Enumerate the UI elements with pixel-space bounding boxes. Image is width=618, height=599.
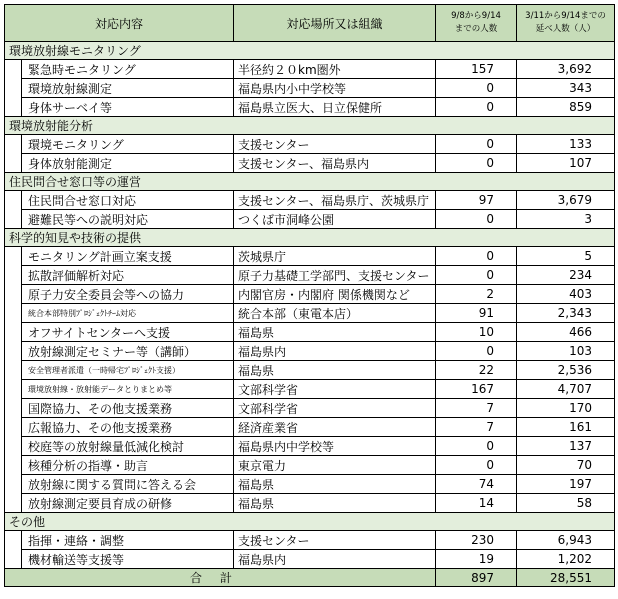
activity-name: 放射線測定要員育成の研修 bbox=[22, 494, 234, 513]
header-row bbox=[5, 5, 615, 42]
indent-cell bbox=[5, 437, 22, 456]
organization: 文部科学省 bbox=[234, 399, 436, 418]
table-row bbox=[5, 475, 615, 494]
organization: 福島県内中学校等 bbox=[234, 437, 436, 456]
header-cumulative bbox=[517, 5, 615, 42]
organization: 半径約２０km圏外 bbox=[234, 60, 436, 79]
organization: 福島県 bbox=[234, 361, 436, 380]
support-activity-table bbox=[4, 4, 615, 587]
indent-cell bbox=[5, 98, 22, 117]
organization: 福島県 bbox=[234, 494, 436, 513]
activity-name: 放射線に関する質問に答える会 bbox=[22, 475, 234, 494]
cumulative-count: 103 bbox=[517, 342, 615, 361]
indent-cell bbox=[5, 380, 22, 399]
table-row bbox=[5, 399, 615, 418]
indent-cell bbox=[5, 60, 22, 79]
activity-name: 機材輸送等支援等 bbox=[22, 550, 234, 569]
table-row bbox=[5, 135, 615, 154]
header-week-line2: までの人数 bbox=[454, 24, 498, 34]
table-row bbox=[5, 285, 615, 304]
indent-cell bbox=[5, 342, 22, 361]
activity-name: 避難民等への説明対応 bbox=[22, 210, 234, 229]
activity-name: 核種分析の指導・助言 bbox=[22, 456, 234, 475]
week-count: 74 bbox=[436, 475, 517, 494]
activity-name: 住民問合せ窓口対応 bbox=[22, 191, 234, 210]
indent-cell bbox=[5, 191, 22, 210]
organization: 内閣官房・内閣府 関係機関など bbox=[234, 285, 436, 304]
organization: 東京電力 bbox=[234, 456, 436, 475]
table-row bbox=[5, 550, 615, 569]
week-count: 0 bbox=[436, 342, 517, 361]
activity-name: 身体放射能測定 bbox=[22, 154, 234, 173]
indent-cell bbox=[5, 154, 22, 173]
activity-name: 緊急時モニタリング bbox=[22, 60, 234, 79]
section-header-row bbox=[5, 173, 615, 191]
table-row bbox=[5, 380, 615, 399]
activity-name: オフサイトセンターへ支援 bbox=[22, 323, 234, 342]
activity-name: 安全管理者派遣（一時帰宅ﾌﾟﾛｼﾞｪｸﾄ支援） bbox=[22, 361, 234, 380]
week-count: 7 bbox=[436, 418, 517, 437]
table-row bbox=[5, 60, 615, 79]
activity-name: 指揮・連絡・調整 bbox=[22, 531, 234, 550]
cumulative-count: 6,943 bbox=[517, 531, 615, 550]
cumulative-count: 70 bbox=[517, 456, 615, 475]
section-header-row bbox=[5, 229, 615, 247]
cumulative-count: 137 bbox=[517, 437, 615, 456]
table-row bbox=[5, 361, 615, 380]
week-count: 0 bbox=[436, 79, 517, 98]
table-row bbox=[5, 531, 615, 550]
table-row bbox=[5, 154, 615, 173]
organization: つくば市洞峰公園 bbox=[234, 210, 436, 229]
table-row bbox=[5, 210, 615, 229]
header-cumulative-line2: 延べ人数（人） bbox=[535, 24, 596, 34]
total-cumulative: 28,551 bbox=[517, 569, 615, 587]
indent-cell bbox=[5, 361, 22, 380]
week-count: 2 bbox=[436, 285, 517, 304]
indent-cell bbox=[5, 210, 22, 229]
activity-name: 統合本部特別ﾌﾟﾛｼﾞｪｸﾄﾁｰﾑ対応 bbox=[22, 304, 234, 323]
cumulative-count: 1,202 bbox=[517, 550, 615, 569]
week-count: 0 bbox=[436, 98, 517, 117]
cumulative-count: 3,692 bbox=[517, 60, 615, 79]
week-count: 19 bbox=[436, 550, 517, 569]
week-count: 167 bbox=[436, 380, 517, 399]
activity-name: 国際協力、その他支援業務 bbox=[22, 399, 234, 418]
cumulative-count: 2,343 bbox=[517, 304, 615, 323]
cumulative-count: 859 bbox=[517, 98, 615, 117]
section-header-row bbox=[5, 117, 615, 135]
cumulative-count: 197 bbox=[517, 475, 615, 494]
indent-cell bbox=[5, 79, 22, 98]
cumulative-count: 4,707 bbox=[517, 380, 615, 399]
table-row bbox=[5, 342, 615, 361]
week-count: 0 bbox=[436, 456, 517, 475]
organization: 福島県立医大、日立保健所 bbox=[234, 98, 436, 117]
section-title: 環境放射線モニタリング bbox=[5, 42, 615, 60]
week-count: 7 bbox=[436, 399, 517, 418]
organization: 支援センター bbox=[234, 135, 436, 154]
week-count: 157 bbox=[436, 60, 517, 79]
organization: 福島県内 bbox=[234, 342, 436, 361]
organization: 福島県内 bbox=[234, 550, 436, 569]
activity-name: 広報協力、その他支援業務 bbox=[22, 418, 234, 437]
section-title: 住民問合せ窓口等の運営 bbox=[5, 173, 615, 191]
section-header-row bbox=[5, 513, 615, 531]
section-title: その他 bbox=[5, 513, 615, 531]
cumulative-count: 161 bbox=[517, 418, 615, 437]
indent-cell bbox=[5, 418, 22, 437]
table-row bbox=[5, 418, 615, 437]
table-row bbox=[5, 494, 615, 513]
week-count: 0 bbox=[436, 437, 517, 456]
section-title: 科学的知見や技術の提供 bbox=[5, 229, 615, 247]
cumulative-count: 170 bbox=[517, 399, 615, 418]
organization: 支援センター、福島県庁、茨城県庁 bbox=[234, 191, 436, 210]
activity-name: 校庭等の放射線量低減化検討 bbox=[22, 437, 234, 456]
cumulative-count: 466 bbox=[517, 323, 615, 342]
cumulative-count: 3 bbox=[517, 210, 615, 229]
activity-name: 拡散評価解析対応 bbox=[22, 266, 234, 285]
week-count: 0 bbox=[436, 210, 517, 229]
organization: 文部科学省 bbox=[234, 380, 436, 399]
table-row bbox=[5, 323, 615, 342]
header-week-line1: 9/8から9/14 bbox=[451, 11, 501, 21]
cumulative-count: 3,679 bbox=[517, 191, 615, 210]
week-count: 22 bbox=[436, 361, 517, 380]
section-header-row bbox=[5, 42, 615, 60]
table-row bbox=[5, 456, 615, 475]
table-row bbox=[5, 79, 615, 98]
organization: 福島県 bbox=[234, 475, 436, 494]
activity-name: 環境放射線測定 bbox=[22, 79, 234, 98]
indent-cell bbox=[5, 475, 22, 494]
indent-cell bbox=[5, 531, 22, 550]
activity-name: 環境放射線・放射能データとりまとめ等 bbox=[22, 380, 234, 399]
table-row bbox=[5, 98, 615, 117]
activity-name: 原子力安全委員会等への協力 bbox=[22, 285, 234, 304]
week-count: 0 bbox=[436, 154, 517, 173]
cumulative-count: 403 bbox=[517, 285, 615, 304]
cumulative-count: 343 bbox=[517, 79, 615, 98]
week-count: 0 bbox=[436, 266, 517, 285]
indent-cell bbox=[5, 399, 22, 418]
header-org: 対応場所又は組織 bbox=[234, 5, 436, 42]
table-row bbox=[5, 304, 615, 323]
week-count: 0 bbox=[436, 247, 517, 266]
cumulative-count: 234 bbox=[517, 266, 615, 285]
organization: 茨城県庁 bbox=[234, 247, 436, 266]
activity-name: 環境モニタリング bbox=[22, 135, 234, 154]
total-label: 合計 bbox=[5, 569, 436, 587]
week-count: 91 bbox=[436, 304, 517, 323]
section-title: 環境放射能分析 bbox=[5, 117, 615, 135]
activity-name: 放射線測定セミナー等（講師） bbox=[22, 342, 234, 361]
cumulative-count: 133 bbox=[517, 135, 615, 154]
week-count: 230 bbox=[436, 531, 517, 550]
header-week bbox=[436, 5, 517, 42]
total-row bbox=[5, 569, 615, 587]
indent-cell bbox=[5, 247, 22, 266]
indent-cell bbox=[5, 323, 22, 342]
indent-cell bbox=[5, 494, 22, 513]
table-row bbox=[5, 437, 615, 456]
week-count: 14 bbox=[436, 494, 517, 513]
cumulative-count: 107 bbox=[517, 154, 615, 173]
organization: 支援センター bbox=[234, 531, 436, 550]
indent-cell bbox=[5, 550, 22, 569]
activity-name: モニタリング計画立案支援 bbox=[22, 247, 234, 266]
organization: 統合本部（東電本店） bbox=[234, 304, 436, 323]
organization: 支援センター、福島県内 bbox=[234, 154, 436, 173]
indent-cell bbox=[5, 266, 22, 285]
table-row bbox=[5, 266, 615, 285]
organization: 福島県 bbox=[234, 323, 436, 342]
organization: 福島県内小中学校等 bbox=[234, 79, 436, 98]
cumulative-count: 5 bbox=[517, 247, 615, 266]
indent-cell bbox=[5, 304, 22, 323]
cumulative-count: 2,536 bbox=[517, 361, 615, 380]
organization: 原子力基礎工学部門、支援センター bbox=[234, 266, 436, 285]
organization: 経済産業省 bbox=[234, 418, 436, 437]
table-row bbox=[5, 191, 615, 210]
week-count: 10 bbox=[436, 323, 517, 342]
table-row bbox=[5, 247, 615, 266]
header-cumulative-line1: 3/11から9/14までの bbox=[525, 11, 606, 21]
header-content: 対応内容 bbox=[5, 5, 234, 42]
total-week: 897 bbox=[436, 569, 517, 587]
activity-name: 身体サーベイ等 bbox=[22, 98, 234, 117]
week-count: 97 bbox=[436, 191, 517, 210]
week-count: 0 bbox=[436, 135, 517, 154]
indent-cell bbox=[5, 135, 22, 154]
indent-cell bbox=[5, 456, 22, 475]
cumulative-count: 58 bbox=[517, 494, 615, 513]
indent-cell bbox=[5, 285, 22, 304]
